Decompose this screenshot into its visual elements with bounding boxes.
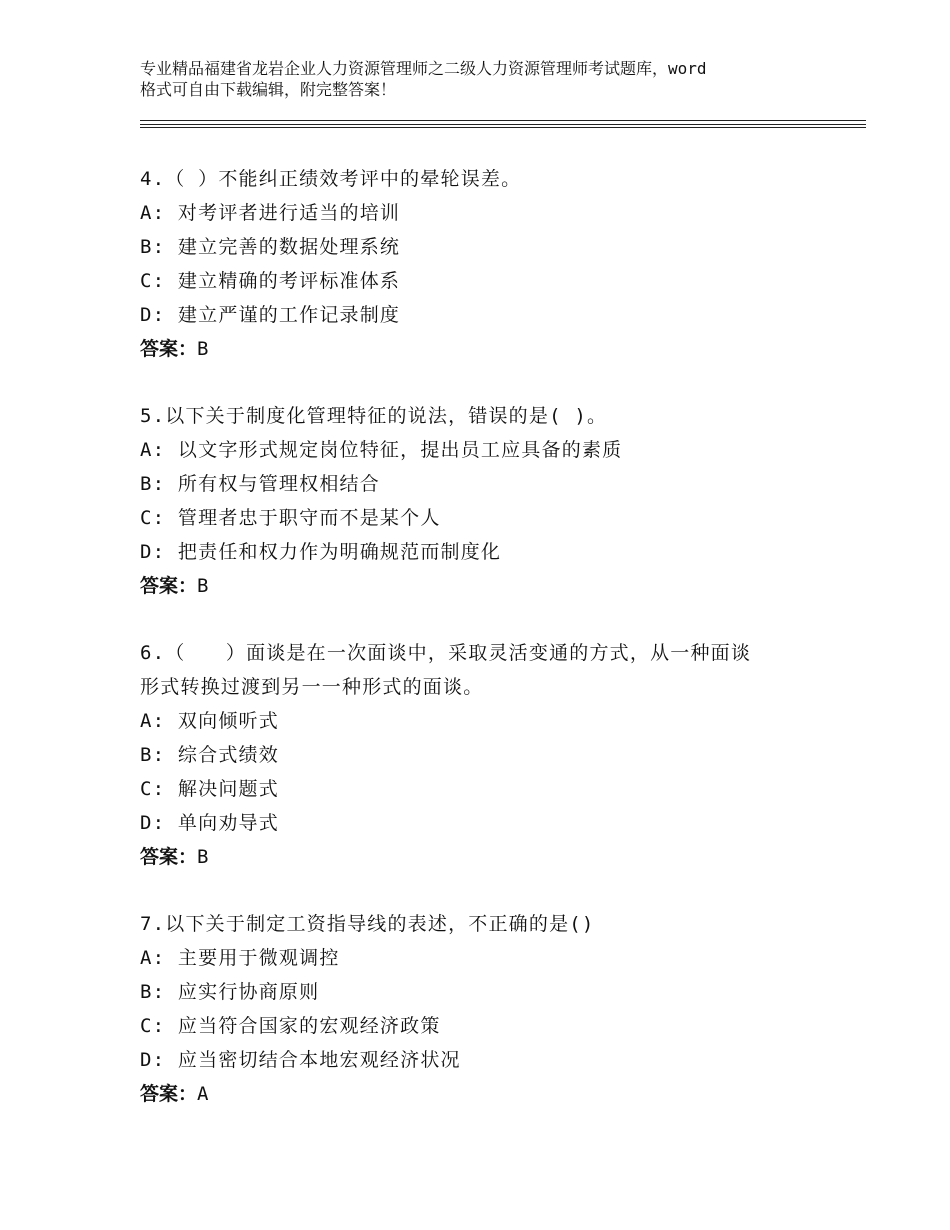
answer-line <box>140 332 840 366</box>
question-list <box>140 162 840 1144</box>
question-text-continued: 形式转换过渡到另一一种形式的面谈。 <box>140 676 484 698</box>
answer-label: 答案： <box>140 846 198 868</box>
question-6 <box>140 636 840 874</box>
header-line-1: 专业精品福建省龙岩企业人力资源管理师之二级人力资源管理师考试题库，word <box>140 59 707 78</box>
answer-value: B <box>197 846 209 868</box>
option-c: C: 建立精确的考评标准体系 <box>140 270 401 292</box>
header-rule-top <box>140 120 866 121</box>
header-line-2: 格式可自由下载编辑，附完整答案！ <box>140 80 397 99</box>
header-rule-bottom <box>140 127 866 128</box>
answer-line <box>140 1077 840 1111</box>
question-text: 6.（ ）面谈是在一次面谈中，采取灵活变通的方式，从一种面谈 <box>140 642 752 664</box>
question-7 <box>140 907 840 1111</box>
option-d: D: 把责任和权力作为明确规范而制度化 <box>140 541 502 563</box>
option-d: D: 单向劝导式 <box>140 812 279 834</box>
document-header <box>140 58 830 100</box>
option-a: A: 双向倾听式 <box>140 710 279 732</box>
answer-value: B <box>197 575 209 597</box>
question-text: 5.以下关于制度化管理特征的说法，错误的是( )。 <box>140 405 608 427</box>
answer-line <box>140 569 840 603</box>
option-a: A: 主要用于微观调控 <box>140 947 340 969</box>
option-d: D: 建立严谨的工作记录制度 <box>140 304 401 326</box>
answer-value: A <box>197 1083 209 1105</box>
answer-label: 答案： <box>140 1083 198 1105</box>
question-text: 4.（ ）不能纠正绩效考评中的晕轮误差。 <box>140 168 522 190</box>
answer-value: B <box>197 338 209 360</box>
question-4 <box>140 162 840 366</box>
answer-label: 答案： <box>140 575 198 597</box>
option-c: C: 解决问题式 <box>140 778 279 800</box>
option-c: C: 应当符合国家的宏观经济政策 <box>140 1015 441 1037</box>
answer-label: 答案： <box>140 338 198 360</box>
option-a: A: 对考评者进行适当的培训 <box>140 202 401 224</box>
header-rule-middle <box>140 124 866 125</box>
option-b: B: 应实行协商原则 <box>140 981 320 1003</box>
option-a: A: 以文字形式规定岗位特征，提出员工应具备的素质 <box>140 439 623 461</box>
answer-line <box>140 840 840 874</box>
option-b: B: 综合式绩效 <box>140 744 279 766</box>
option-c: C: 管理者忠于职守而不是某个人 <box>140 507 441 529</box>
option-b: B: 建立完善的数据处理系统 <box>140 236 401 258</box>
question-text: 7.以下关于制定工资指导线的表述，不正确的是() <box>140 913 595 935</box>
question-5 <box>140 399 840 603</box>
option-b: B: 所有权与管理权相结合 <box>140 473 380 495</box>
option-d: D: 应当密切结合本地宏观经济状况 <box>140 1049 461 1071</box>
